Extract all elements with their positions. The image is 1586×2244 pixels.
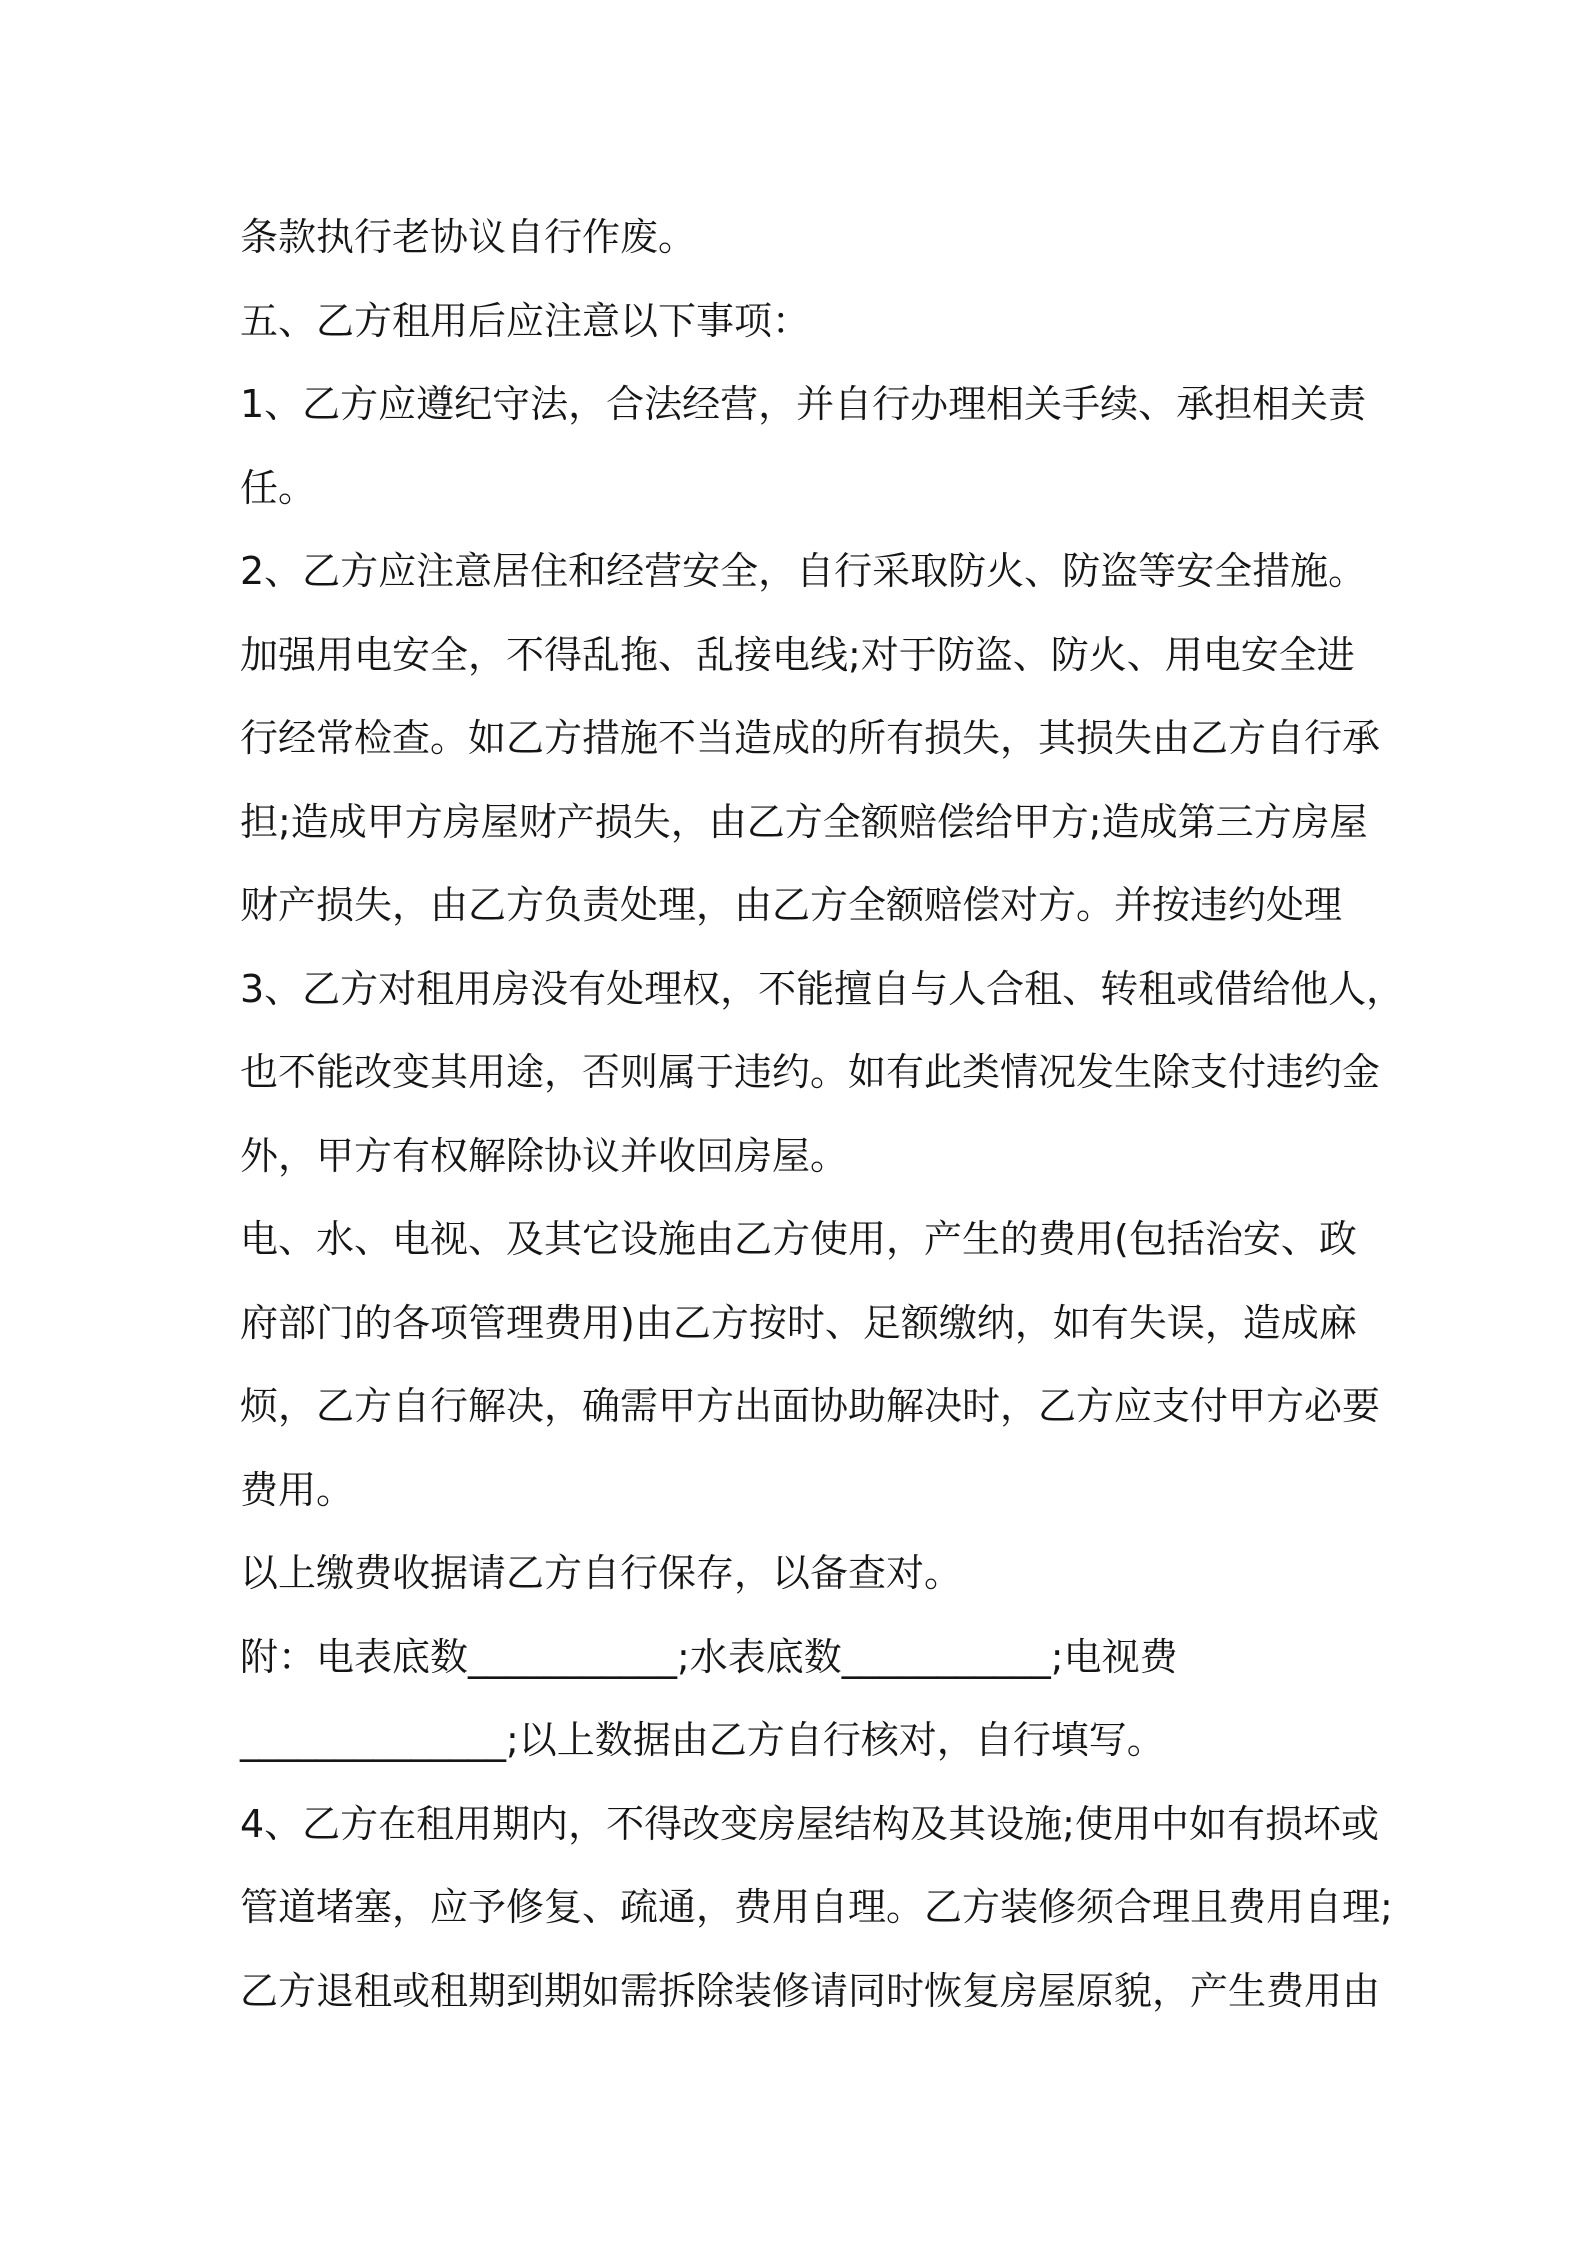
- text-line: 2、乙方应注意居住和经营安全，自行采取防火、防盗等安全措施。: [240, 549, 1367, 593]
- text-line: 任。: [240, 465, 317, 510]
- document-body: [240, 196, 1405, 2033]
- text-line: 费用。: [240, 1467, 355, 1512]
- text-line: 以上缴费收据请乙方自行保存，以备查对。: [240, 1551, 963, 1595]
- text-line: 府部门的各项管理费用)由乙方按时、足额缴纳，如有失误，造成麻: [240, 1300, 1357, 1345]
- text-line: 4、乙方在租用期内，不得改变房屋结构及其设施;使用中如有损坏或: [240, 1801, 1379, 1846]
- text-line: 电、水、电视、及其它设施由乙方使用，产生的费用(包括治安、政: [240, 1217, 1357, 1261]
- meter-readings-line: 附：电表底数___________;水表底数___________;电视费: [240, 1634, 1178, 1679]
- text-line: 行经常检查。如乙方措施不当造成的所有损失，其损失由乙方自行承: [240, 716, 1381, 760]
- text-line: 也不能改变其用途，否则属于违约。如有此类情况发生除支付违约金: [240, 1050, 1381, 1094]
- text-line: 3、乙方对租用房没有处理权，不能擅自与人合租、转租或借给他人，: [240, 966, 1405, 1011]
- text-line: 乙方退租或租期到期如需拆除装修请同时恢复房屋原貌，产生费用由: [240, 1968, 1381, 2013]
- text-line: 条款执行老协议自行作废。: [240, 215, 697, 259]
- text-line: 1、乙方应遵纪守法，合法经营，并自行办理相关手续、承担相关责: [240, 382, 1367, 426]
- section-heading: 五、乙方租用后应注意以下事项：: [240, 298, 811, 343]
- text-line: 加强用电安全，不得乱拖、乱接电线;对于防盗、防火、用电安全进: [240, 632, 1355, 677]
- text-line: 财产损失，由乙方负责处理，由乙方全额赔偿对方。并按违约处理: [240, 883, 1343, 927]
- text-line: 外，甲方有权解除协议并收回房屋。: [240, 1133, 849, 1178]
- text-line: 管道堵塞，应予修复、疏通，费用自理。乙方装修须合理且费用自理;: [240, 1885, 1393, 1929]
- text-line: 担;造成甲方房屋财产损失，由乙方全额赔偿给甲方;造成第三方房屋: [240, 799, 1368, 844]
- text-line: 烦，乙方自行解决，确需甲方出面协助解决时，乙方应支付甲方必要: [240, 1384, 1381, 1428]
- meter-readings-line: ______________;以上数据由乙方自行核对，自行填写。: [240, 1718, 1165, 1762]
